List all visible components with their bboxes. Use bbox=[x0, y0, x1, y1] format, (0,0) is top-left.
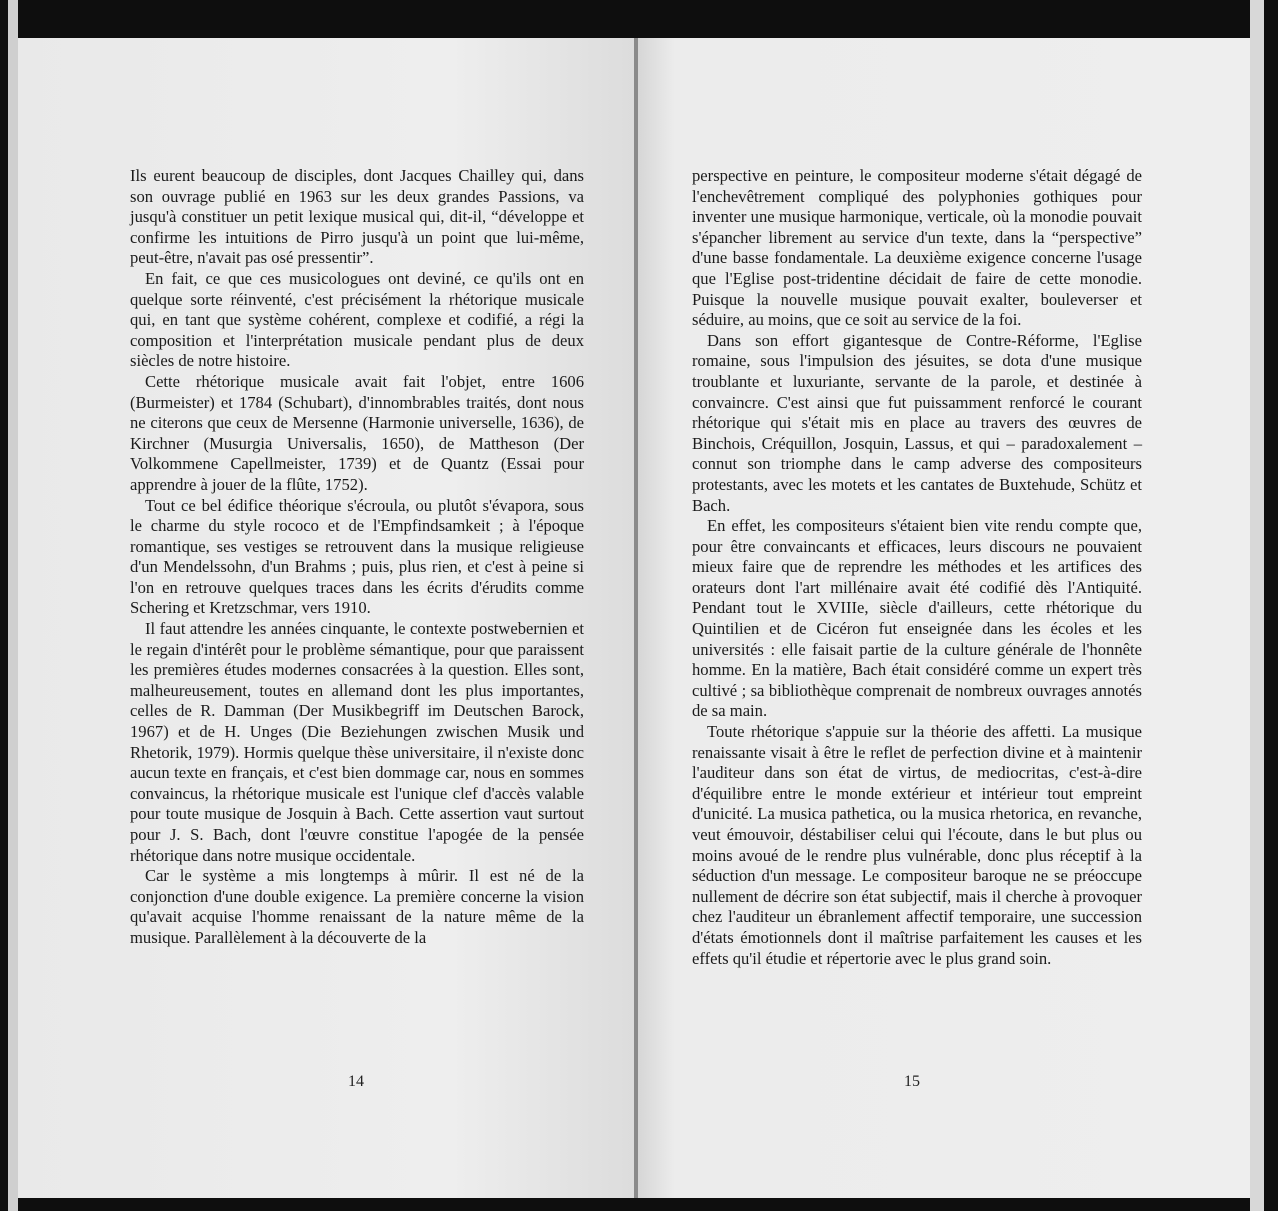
page-number: 15 bbox=[904, 1073, 920, 1090]
left-page bbox=[18, 38, 636, 1198]
paragraph: En effet, les compositeurs s'étaient bien vite rendu compte que, pour être convaincants et efficaces, leurs discours ne pouvaient mieux faire que de reprendre les méthodes et les artifices des orateurs dont l'art millénaire avait été codifié dès l'Antiquité. Pendant tout le XVIIIe, siècle d'ailleurs, cette rhétorique du Quintilien et de Cicéron fut enseignée dans les écoles et les universités : elle faisait partie de la culture générale de l'honnête homme. En la matière, Bach était considéré comme un expert très cultivé ; sa bibliothèque comprenait de nombreux ouvrages annotés de sa main. bbox=[692, 516, 1142, 721]
page-number: 14 bbox=[348, 1073, 364, 1090]
paragraph: perspective en peinture, le compositeur moderne s'était dégagé de l'enchevêtrement compliqué des polyphonies gothiques pour inventer une musique harmonique, verticale, où la monodie pouvait s'épancher librement au service d'un texte, dans la “perspective” d'une basse fondamentale. La deuxième exigence concerne l'usage que l'Eglise post-tridentine décidait de faire de cette monodie. Puisque la nouvelle musique pouvait exalter, bouleverser et séduire, au moins, que ce soit au service de la foi. bbox=[692, 166, 1142, 330]
paragraph: Cette rhétorique musicale avait fait l'objet, entre 1606 (Burmeister) et 1784 (Schubart), d'innombrables traités, dont nous ne citerons que ceux de Mersenne (Harmonie universelle, 1636), de Kirchner (Musurgia Universalis, 1650), de Mattheson (Der Volkommene Capellmeister, 1739) et de Quantz (Essai pour apprendre à jouer de la flûte, 1752). bbox=[130, 371, 584, 494]
paragraph: En fait, ce que ces musicologues ont deviné, ce qu'ils ont en quelque sorte réinventé, c'est précisément la rhétorique musicale qui, en tant que système cohérent, complexe et codifié, a régi la composition et l'interprétation musicale pendant plus de deux siècles de notre histoire. bbox=[130, 268, 584, 371]
paragraph: Il faut attendre les années cinquante, le contexte postwebernien et le regain d'intérêt pour le problème sémantique, pour que paraissent les premières études modernes consacrées à la question. Elles sont, malheureusement, toutes en allemand dont les plus importantes, celles de R. Damman (Der Musikbegriff im Deutschen Barock, 1967) et de H. Unges (Die Beziehungen zwischen Musik und Rhetorik, 1979). Hormis quelque thèse universitaire, il n'existe donc aucun texte en français, et c'est bien dommage car, nous en sommes convaincus, la rhétorique musicale est l'unique clef d'accès valable pour toute musique de Josquin à Bach. Cette assertion vaut surtout pour J. S. Bach, dont l'œuvre constitue l'apogée de la pensée rhétorique dans notre musique occidentale. bbox=[130, 619, 584, 865]
book-edge-right bbox=[1250, 0, 1264, 1211]
paragraph: Ils eurent beaucoup de disciples, dont Jacques Chailley qui, dans son ouvrage publié en 1963 sur les deux grandes Passions, va jusqu'à constituer un petit lexique musical qui, dit-il, “développe et confirme les intuitions de Pirro jusqu'à un point que lui-même, peut-être, n'avait pas osé pressentir”. bbox=[130, 166, 584, 268]
paragraph: Tout ce bel édifice théorique s'écroula, ou plutôt s'évapora, sous le charme du style rococo et de l'Empfindsamkeit ; à l'époque romantique, ses vestiges se retrouvent dans la musique religieuse d'un Mendelssohn, d'un Brahms ; puis, plus rien, et c'est à peine si l'on en retrouve quelques traces dans les écrits d'érudits comme Schering et Kretzschmar, vers 1910. bbox=[130, 495, 584, 618]
paragraph: Toute rhétorique s'appuie sur la théorie des affetti. La musique renaissante visait à être le reflet de perfection divine et à maintenir l'auditeur dans son état de virtus, de mediocritas, c'est-à-dire d'équilibre entre le monde extérieur et intérieur tout empreint d'unicité. La musica pathetica, ou la musica rhetorica, en revanche, veut émouvoir, déstabiliser celui qui l'écoute, dans le but plus ou moins avoué de le rendre plus vulnérable, donc plus réceptif à la séduction d'un message. Le compositeur baroque ne se préoccupe nullement de décrire son état subjectif, mais il cherche à provoquer chez l'auditeur un ébranlement affectif temporaire, une succession d'états émotionnels dont il maîtrise parfaitement les causes et les effets qu'il étudie et répertorie avec le plus grand soin. bbox=[692, 722, 1142, 968]
book-edge-left bbox=[8, 0, 18, 1211]
right-text-column bbox=[692, 166, 1142, 969]
paragraph: Car le système a mis longtemps à mûrir. Il est né de la conjonction d'une double exigence. La première concerne la vision qu'avait acquise l'homme renaissant de la nature même de la musique. Parallèlement à la découverte de la bbox=[130, 866, 584, 947]
paragraph: Dans son effort gigantesque de Contre-Réforme, l'Eglise romaine, sous l'impulsion des jésuites, se dota d'une musique troublante et luxuriante, servante de la parole, et destinée à convaincre. C'est ainsi que fut puissamment renforcé le courant rhétorique qui s'était mis en place au travers des œuvres de Binchois, Créquillon, Josquin, Lassus, et qui – paradoxalement – connut son triomphe dans le camp adverse des compositeurs protestants, avec les motets et les cantates de Buxtehude, Schütz et Bach. bbox=[692, 330, 1142, 515]
right-page bbox=[638, 38, 1250, 1198]
left-text-column bbox=[130, 166, 584, 949]
